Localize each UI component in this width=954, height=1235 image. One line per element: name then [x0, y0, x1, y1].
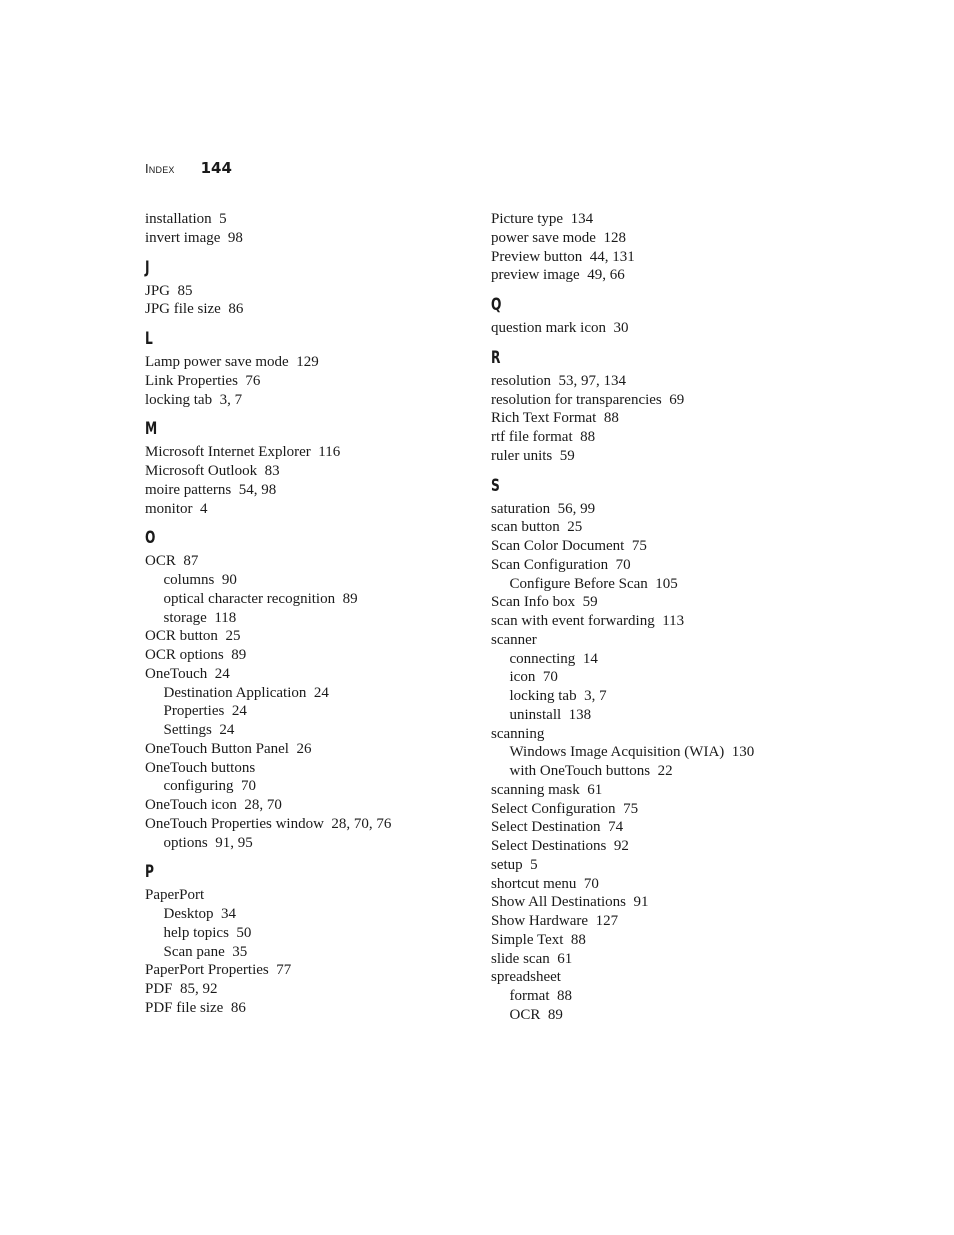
entry-term: Destination Application	[163, 684, 307, 701]
entry-pages: 24	[231, 703, 247, 720]
entry-term: preview image	[491, 267, 580, 284]
index-entry	[145, 282, 475, 301]
entry-term: PDF	[145, 981, 173, 997]
entry-term: scanning mask	[491, 781, 580, 798]
index-entry	[145, 961, 475, 980]
index-entry	[491, 229, 821, 248]
entry-pages: 87	[183, 553, 199, 570]
entry-pages: 5	[530, 856, 538, 873]
entry-term: Microsoft Outlook	[145, 463, 258, 479]
index-entry	[491, 875, 821, 894]
entry-term: Properties	[163, 703, 225, 720]
index-entry	[491, 837, 821, 856]
entry-pages: 24	[313, 684, 329, 701]
entry-pages: 89	[231, 647, 247, 663]
entry-term: Select Destinations	[491, 838, 607, 854]
entry-pages: 49, 66	[587, 267, 625, 284]
entry-term: spreadsheet	[491, 969, 561, 986]
index-entry	[491, 210, 821, 229]
index-entry	[491, 893, 821, 912]
entry-term: scanner	[491, 631, 537, 648]
entry-term: Desktop	[163, 906, 214, 922]
entry-pages: 116	[318, 444, 341, 461]
index-entry	[491, 537, 821, 556]
entry-pages: 118	[214, 609, 237, 626]
entry-pages: 24	[219, 722, 235, 738]
entry-pages: 89	[342, 590, 358, 607]
index-entry	[491, 968, 821, 987]
entry-pages: 88	[556, 988, 572, 1004]
entry-pages: 90	[221, 572, 237, 588]
entry-term: help topics	[163, 924, 229, 941]
entry-pages: 34	[221, 906, 236, 922]
index-entry	[145, 740, 475, 759]
entry-pages: 75	[623, 800, 639, 817]
entry-pages: 53, 97, 134	[558, 372, 626, 389]
index-entry	[491, 593, 821, 612]
entry-pages: 54, 98	[238, 481, 277, 498]
index-entry	[491, 391, 821, 410]
entry-pages: 14	[582, 650, 598, 667]
entry-pages: 25	[567, 519, 583, 536]
index-subentry	[491, 687, 821, 706]
index-subentry	[145, 590, 475, 609]
index-entry	[145, 300, 475, 319]
entry-pages: 24	[214, 665, 230, 682]
entry-pages: 91	[633, 894, 649, 911]
entry-pages: 59	[582, 594, 598, 611]
entry-pages: 3, 7	[584, 688, 607, 704]
index-subentry	[145, 905, 475, 924]
entry-pages: 44, 131	[589, 248, 635, 265]
entry-term: rtf file format	[491, 429, 573, 445]
index-entry	[491, 856, 821, 875]
entry-term: PaperPort	[145, 887, 205, 904]
entry-pages: 70	[542, 669, 558, 686]
index-entry	[491, 248, 821, 267]
index-letter-heading: O	[145, 528, 156, 549]
entry-term: question mark icon	[491, 320, 606, 336]
entry-pages: 88	[570, 931, 586, 948]
entry-term: setup	[491, 856, 523, 873]
entry-term: PDF file size	[145, 999, 224, 1016]
entry-pages: 76	[245, 372, 261, 389]
index-entry	[145, 391, 475, 410]
entry-term: Scan Color Document	[491, 538, 625, 554]
index-entry	[491, 950, 821, 969]
entry-pages: 134	[570, 211, 594, 227]
entry-pages: 77	[276, 962, 292, 979]
entry-term: OneTouch buttons	[145, 759, 256, 776]
index-subentry	[491, 987, 821, 1006]
entry-term: OneTouch	[145, 665, 208, 682]
index-entry	[491, 781, 821, 800]
entry-pages: 129	[296, 354, 319, 370]
entry-term: slide scan	[491, 950, 550, 967]
index-column-left	[145, 210, 475, 1018]
entry-pages: 59	[559, 447, 575, 464]
entry-term: resolution	[491, 372, 551, 389]
index-subentry	[491, 1006, 821, 1025]
entry-term: monitor	[145, 500, 193, 517]
index-entry	[145, 443, 475, 462]
index-subentry	[491, 575, 821, 594]
index-entry	[145, 886, 475, 905]
entry-term: OCR options	[145, 647, 224, 663]
running-header	[145, 158, 232, 178]
entry-term: OneTouch icon	[145, 797, 237, 813]
entry-term: installation	[145, 211, 212, 227]
entry-pages: 70	[583, 875, 599, 892]
entry-term: ruler units	[491, 447, 553, 464]
entry-pages: 85	[177, 282, 193, 299]
index-subentry	[491, 668, 821, 687]
index-entry	[491, 931, 821, 950]
entry-pages: 3, 7	[219, 391, 243, 408]
entry-term: Windows Image Acquisition (WIA)	[509, 744, 725, 761]
entry-term: Scan pane	[163, 943, 225, 960]
index-subentry	[145, 834, 475, 853]
index-entry	[145, 796, 475, 815]
index-entry	[491, 818, 821, 837]
entry-pages: 128	[603, 229, 626, 246]
entry-term: with OneTouch buttons	[509, 763, 651, 779]
entry-pages: 61	[557, 950, 573, 967]
entry-pages: 35	[232, 943, 248, 960]
entry-term: invert image	[145, 229, 221, 246]
entry-pages: 98	[227, 229, 243, 246]
entry-term: icon	[509, 669, 536, 686]
entry-term: Select Destination	[491, 819, 601, 836]
entry-pages: 26	[296, 740, 312, 757]
entry-term: resolution for transparencies	[491, 391, 662, 408]
entry-pages: 105	[655, 575, 678, 592]
entry-term: OCR	[509, 1006, 541, 1023]
entry-pages: 56, 99	[557, 500, 596, 517]
entry-pages: 138	[568, 706, 592, 723]
entry-pages: 69	[669, 391, 685, 408]
index-entry	[491, 447, 821, 466]
entry-term: Preview button	[491, 248, 583, 265]
entry-term: Microsoft Internet Explorer	[145, 444, 311, 461]
entry-term: connecting	[509, 650, 576, 667]
entry-term: optical character recognition	[163, 590, 336, 607]
entry-pages: 86	[228, 301, 244, 318]
entry-term: scan button	[491, 519, 560, 536]
entry-term: JPG file size	[145, 301, 221, 318]
index-subentry	[145, 924, 475, 943]
entry-term: locking tab	[145, 391, 213, 408]
index-entry	[145, 481, 475, 500]
entry-term: format	[509, 988, 550, 1004]
index-entry	[145, 646, 475, 665]
index-letter-heading: P	[145, 862, 154, 883]
entry-pages: 70	[240, 778, 256, 795]
entry-term: Scan Info box	[491, 594, 576, 611]
entry-term: OCR button	[145, 628, 218, 645]
index-entry	[145, 980, 475, 999]
index-letter-heading: L	[145, 329, 153, 349]
index-subentry	[145, 571, 475, 590]
index-entry	[145, 353, 475, 372]
entry-pages: 88	[603, 410, 619, 427]
index-entry	[491, 556, 821, 575]
entry-term: uninstall	[509, 706, 562, 723]
index-entry	[145, 500, 475, 519]
entry-pages: 74	[608, 819, 624, 836]
index-subentry	[145, 777, 475, 796]
entry-term: scan with event forwarding	[491, 613, 655, 629]
entry-term: options	[163, 834, 208, 851]
entry-term: Simple Text	[491, 931, 564, 948]
entry-term: OCR	[145, 553, 176, 570]
entry-pages: 22	[657, 763, 673, 779]
entry-term: Scan Configuration	[491, 556, 609, 573]
index-entry	[145, 229, 475, 248]
index-entry	[491, 631, 821, 650]
entry-term: Link Properties	[145, 372, 238, 389]
entry-term: PaperPort Properties	[145, 962, 269, 979]
index-subentry	[491, 706, 821, 725]
entry-term: Lamp power save mode	[145, 354, 289, 370]
index-subentry	[145, 702, 475, 721]
entry-term: OneTouch Button Panel	[145, 740, 289, 757]
entry-term: Configure Before Scan	[509, 575, 648, 592]
index-entry	[145, 627, 475, 646]
entry-term: OneTouch Properties window	[145, 815, 324, 832]
entry-pages: 91, 95	[215, 834, 253, 851]
index-entry	[491, 428, 821, 447]
entry-pages: 4	[200, 500, 208, 517]
index-letter-heading: S	[491, 475, 500, 496]
index-entry	[145, 999, 475, 1018]
index-entry	[491, 266, 821, 285]
page-number: 144	[200, 159, 232, 177]
index-entry	[491, 912, 821, 931]
entry-term: configuring	[163, 778, 234, 795]
index-entry	[491, 500, 821, 519]
entry-term: shortcut menu	[491, 875, 577, 892]
entry-pages: 89	[547, 1006, 563, 1023]
index-entry	[145, 665, 475, 684]
index-entry	[145, 372, 475, 391]
index-letter-heading: J	[145, 257, 150, 278]
index-entry	[145, 462, 475, 481]
index-subentry	[491, 743, 821, 762]
index-letter-heading: M	[145, 419, 158, 440]
section-title: Index	[145, 161, 175, 176]
entry-pages: 113	[662, 613, 685, 629]
index-subentry	[145, 943, 475, 962]
index-subentry	[145, 721, 475, 740]
entry-term: saturation	[491, 500, 551, 517]
entry-term: columns	[163, 572, 215, 588]
entry-pages: 86	[230, 999, 246, 1016]
entry-term: Picture type	[491, 211, 564, 227]
index-entry	[145, 552, 475, 571]
index-letter-heading: Q	[491, 295, 502, 315]
entry-term: scanning	[491, 725, 545, 742]
index-subentry	[491, 762, 821, 781]
entry-pages: 70	[615, 556, 631, 573]
index-entry	[491, 725, 821, 744]
index-subentry	[491, 650, 821, 669]
index-entry	[491, 518, 821, 537]
index-letter-heading: R	[491, 347, 501, 368]
index-entry	[491, 800, 821, 819]
entry-pages: 61	[587, 781, 603, 798]
entry-pages: 127	[595, 913, 619, 929]
index-entry	[491, 319, 821, 338]
entry-term: JPG	[145, 282, 171, 299]
entry-term: storage	[163, 609, 207, 626]
entry-term: Rich Text Format	[491, 410, 597, 427]
entry-pages: 50	[236, 924, 252, 941]
entry-term: moire patterns	[145, 481, 232, 498]
entry-pages: 85, 92	[180, 981, 218, 997]
entry-term: Select Configuration	[491, 800, 616, 817]
index-entry	[491, 612, 821, 631]
entry-term: power save mode	[491, 229, 596, 246]
entry-pages: 28, 70, 76	[331, 815, 392, 832]
index-subentry	[145, 609, 475, 628]
index-entry	[145, 815, 475, 834]
entry-pages: 130	[731, 744, 755, 761]
entry-pages: 75	[631, 538, 647, 554]
index-entry	[491, 372, 821, 391]
entry-pages: 28, 70	[244, 797, 282, 813]
entry-pages: 88	[580, 429, 596, 445]
entry-pages: 30	[613, 320, 629, 336]
entry-pages: 92	[613, 838, 629, 854]
index-entry	[491, 409, 821, 428]
index-column-right	[491, 210, 821, 1025]
entry-term: Settings	[163, 722, 212, 738]
index-subentry	[145, 684, 475, 703]
index-entry	[145, 759, 475, 778]
entry-term: locking tab	[509, 688, 577, 704]
entry-pages: 83	[264, 463, 280, 479]
entry-term: Show All Destinations	[491, 894, 627, 911]
entry-pages: 5	[219, 211, 227, 227]
index-entry	[145, 210, 475, 229]
entry-term: Show Hardware	[491, 913, 589, 929]
entry-pages: 25	[225, 628, 241, 645]
